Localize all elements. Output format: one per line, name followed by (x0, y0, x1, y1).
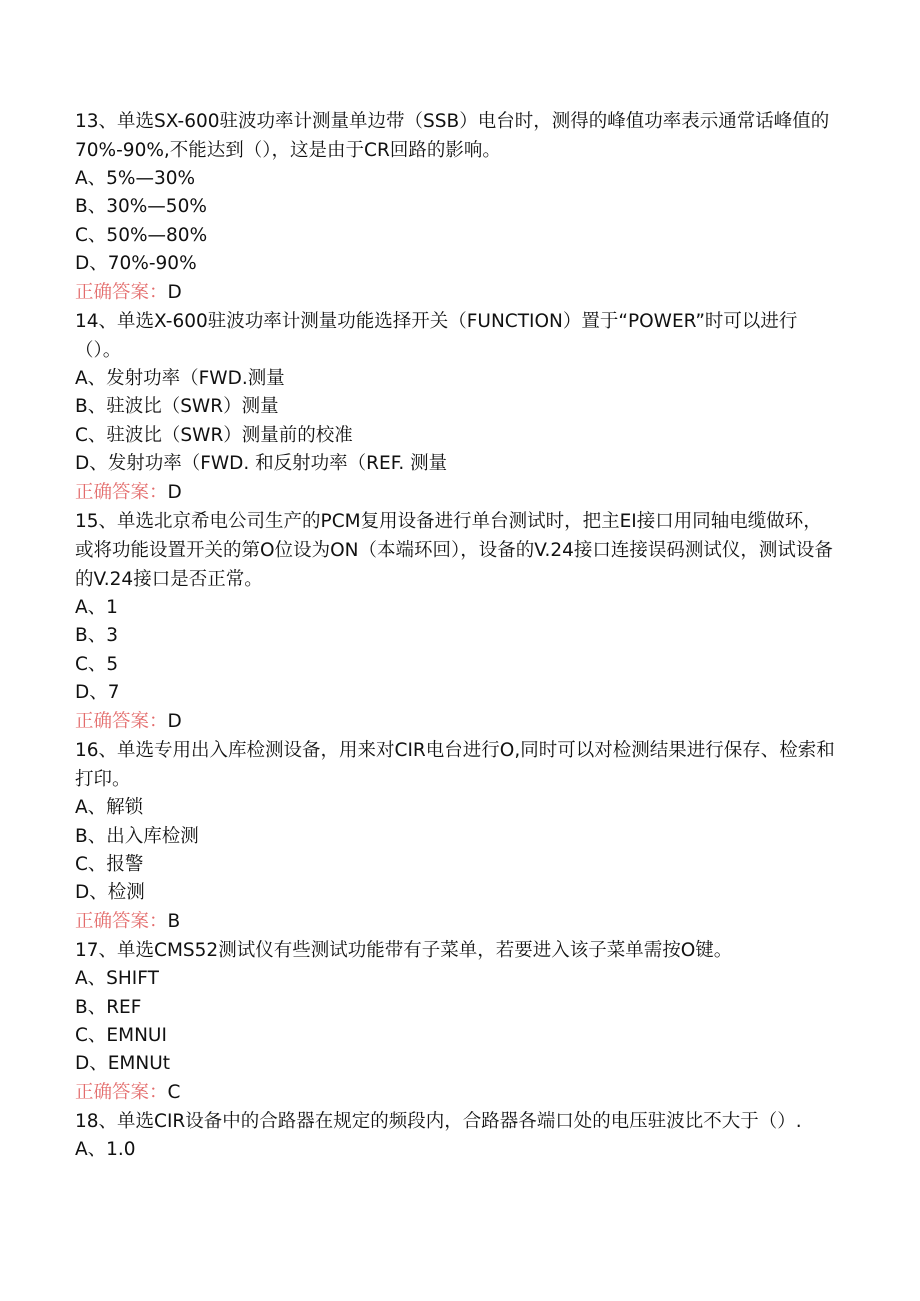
answer-value: C (167, 1081, 181, 1103)
correct-answer (75, 479, 835, 507)
correct-answer (75, 708, 835, 736)
option-a: A、SHIFT (75, 968, 159, 990)
question-18 (75, 1107, 835, 1164)
question-text: 14、单选X-600驻波功率计测量功能选择开关（FUNCTION）置于“POWER”时可以进行（）。 (75, 311, 798, 362)
option-b: B、驻波比（SWR）测量 (75, 396, 279, 418)
correct-answer (75, 279, 835, 307)
option-d: D、检测 (75, 882, 145, 904)
option-a: A、1 (75, 597, 118, 619)
answer-label: 正确答案： (75, 1081, 168, 1103)
option-b: B、出入库检测 (75, 825, 199, 847)
option-a: A、发射功率（FWD.测量 (75, 368, 285, 390)
question-14 (75, 307, 835, 507)
correct-answer (75, 1079, 835, 1107)
question-13 (75, 107, 835, 307)
option-c: C、50%—80% (75, 224, 208, 246)
option-a: A、5%—30% (75, 168, 196, 189)
option-b: B、3 (75, 625, 118, 647)
option-d: D、70%-90% (75, 253, 197, 275)
question-text: 16、单选专用出入库检测设备，用来对CIR电台进行O,同时可以对检测结果进行保存、检索和打印。 (75, 740, 835, 791)
answer-label: 正确答案： (75, 481, 168, 503)
option-c: C、驻波比（SWR）测量前的校准 (75, 424, 353, 446)
answer-value: D (167, 710, 182, 732)
option-a: A、解锁 (75, 797, 144, 819)
question-text: 15、单选北京希电公司生产的PCM复用设备进行单台测试时，把主EI接口用同轴电缆做环，或将功能设置开关的第O位设为ON（本端环回），设备的V.24接口连接误码测试仪，测试设备的V.24接口是否正常。 (75, 511, 833, 591)
answer-label: 正确答案： (75, 710, 168, 732)
correct-answer (75, 908, 835, 936)
option-d: D、EMNUt (75, 1053, 171, 1075)
answer-value: B (167, 910, 181, 932)
question-16 (75, 736, 835, 936)
option-d: D、7 (75, 682, 120, 704)
option-b: B、30%—50% (75, 196, 207, 218)
question-text: 17、单选CMS52测试仪有些测试功能带有子菜单，若要进入该子菜单需按O键。 (75, 940, 733, 962)
option-b: B、REF (75, 996, 142, 1018)
question-text: 18、单选CIR设备中的合路器在规定的频段内，合路器各端口处的电压驻波比不大于（）. (75, 1111, 802, 1133)
answer-value: D (167, 481, 182, 503)
option-c: C、EMNUI (75, 1024, 167, 1046)
answer-label: 正确答案： (75, 910, 168, 932)
answer-label: 正确答案： (75, 281, 168, 303)
option-a: A、1.0 (75, 1139, 136, 1161)
option-c: C、报警 (75, 853, 144, 875)
answer-value: D (167, 281, 182, 303)
question-17 (75, 936, 835, 1107)
question-15 (75, 507, 835, 736)
option-c: C、5 (75, 653, 119, 675)
question-text: 13、单选SX-600驻波功率计测量单边带（SSB）电台时，测得的峰值功率表示通常话峰值的70%-90%,不能达到（），这是由于CR回路的影响。 (75, 111, 830, 161)
option-d: D、发射功率（FWD. 和反射功率（REF. 测量 (75, 453, 448, 475)
document-page (75, 107, 835, 1165)
